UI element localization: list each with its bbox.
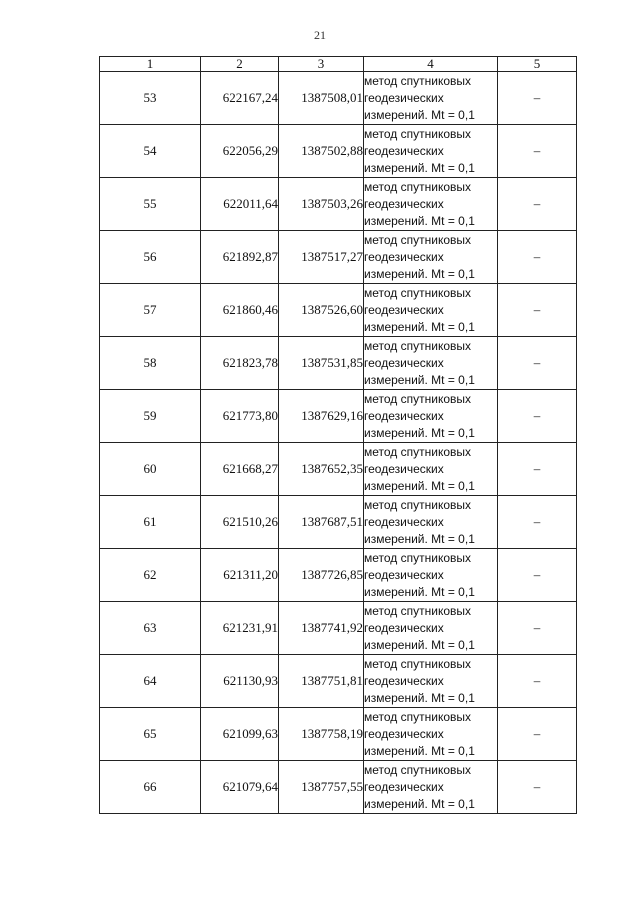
method-cell [364, 602, 498, 655]
note-cell: – [498, 125, 577, 178]
point-number: 64 [100, 655, 201, 708]
point-number: 63 [100, 602, 201, 655]
method-line: метод спутниковых [364, 603, 472, 618]
method-line: измерений. Mt = 0,1 [364, 743, 475, 758]
method-line: геодезических [364, 249, 444, 264]
method-line: измерений. Mt = 0,1 [364, 372, 475, 387]
table-row [100, 284, 577, 337]
point-number: 56 [100, 231, 201, 284]
method-line: геодезических [364, 514, 444, 529]
table-row [100, 390, 577, 443]
method-line: геодезических [364, 673, 444, 688]
method-line: геодезических [364, 143, 444, 158]
table-row [100, 125, 577, 178]
coordinate-x: 621773,80 [201, 390, 279, 443]
coordinate-x: 621860,46 [201, 284, 279, 337]
coordinate-x: 621099,63 [201, 708, 279, 761]
note-cell: – [498, 549, 577, 602]
coordinate-x: 622011,64 [201, 178, 279, 231]
table-row [100, 602, 577, 655]
coordinate-x: 622056,29 [201, 125, 279, 178]
method-line: геодезических [364, 196, 444, 211]
method-line: измерений. Mt = 0,1 [364, 107, 475, 122]
method-line: метод спутниковых [364, 179, 472, 194]
method-cell [364, 178, 498, 231]
method-cell [364, 284, 498, 337]
table-row [100, 496, 577, 549]
method-line: измерений. Mt = 0,1 [364, 690, 475, 705]
method-line: метод спутниковых [364, 709, 472, 724]
method-line: измерений. Mt = 0,1 [364, 531, 475, 546]
method-line: метод спутниковых [364, 762, 472, 777]
note-cell: – [498, 443, 577, 496]
method-line: геодезических [364, 408, 444, 423]
coordinate-y: 1387503,26 [279, 178, 364, 231]
method-line: метод спутниковых [364, 285, 472, 300]
table-row [100, 337, 577, 390]
method-line: метод спутниковых [364, 73, 472, 88]
method-cell [364, 72, 498, 125]
column-header: 3 [279, 57, 364, 72]
method-line: измерений. Mt = 0,1 [364, 584, 475, 599]
coordinates-table [99, 56, 577, 814]
method-line: геодезических [364, 302, 444, 317]
method-cell [364, 496, 498, 549]
method-cell [364, 390, 498, 443]
coordinate-y: 1387757,55 [279, 761, 364, 814]
coordinate-y: 1387531,85 [279, 337, 364, 390]
column-header: 4 [364, 57, 498, 72]
column-header: 1 [100, 57, 201, 72]
method-line: геодезических [364, 90, 444, 105]
coordinate-x: 621231,91 [201, 602, 279, 655]
method-line: геодезических [364, 355, 444, 370]
method-cell [364, 443, 498, 496]
method-line: метод спутниковых [364, 338, 472, 353]
note-cell: – [498, 178, 577, 231]
note-cell: – [498, 761, 577, 814]
coordinate-x: 622167,24 [201, 72, 279, 125]
method-line: измерений. Mt = 0,1 [364, 213, 475, 228]
coordinate-x: 621668,27 [201, 443, 279, 496]
note-cell: – [498, 602, 577, 655]
note-cell: – [498, 655, 577, 708]
coordinate-y: 1387652,35 [279, 443, 364, 496]
coordinate-x: 621079,64 [201, 761, 279, 814]
table-row [100, 549, 577, 602]
coordinate-y: 1387758,19 [279, 708, 364, 761]
point-number: 65 [100, 708, 201, 761]
method-line: измерений. Mt = 0,1 [364, 478, 475, 493]
note-cell: – [498, 390, 577, 443]
table-body [100, 72, 577, 814]
table-row [100, 443, 577, 496]
note-cell: – [498, 284, 577, 337]
point-number: 61 [100, 496, 201, 549]
method-line: метод спутниковых [364, 550, 472, 565]
method-cell [364, 125, 498, 178]
table-row [100, 655, 577, 708]
method-line: измерений. Mt = 0,1 [364, 796, 475, 811]
column-header: 5 [498, 57, 577, 72]
point-number: 58 [100, 337, 201, 390]
point-number: 54 [100, 125, 201, 178]
coordinate-x: 621510,26 [201, 496, 279, 549]
method-line: измерений. Mt = 0,1 [364, 319, 475, 334]
coordinate-y: 1387687,51 [279, 496, 364, 549]
method-line: геодезических [364, 567, 444, 582]
method-cell [364, 708, 498, 761]
note-cell: – [498, 231, 577, 284]
table-row [100, 231, 577, 284]
point-number: 59 [100, 390, 201, 443]
coordinate-y: 1387526,60 [279, 284, 364, 337]
point-number: 60 [100, 443, 201, 496]
table-header-row [100, 57, 577, 72]
method-cell [364, 549, 498, 602]
point-number: 53 [100, 72, 201, 125]
coordinate-y: 1387508,01 [279, 72, 364, 125]
method-line: измерений. Mt = 0,1 [364, 160, 475, 175]
method-line: измерений. Mt = 0,1 [364, 266, 475, 281]
method-cell [364, 231, 498, 284]
table-row [100, 761, 577, 814]
table-row [100, 72, 577, 125]
coordinate-y: 1387502,88 [279, 125, 364, 178]
coordinate-x: 621823,78 [201, 337, 279, 390]
method-line: метод спутниковых [364, 232, 472, 247]
note-cell: – [498, 337, 577, 390]
column-header: 2 [201, 57, 279, 72]
coordinate-y: 1387741,92 [279, 602, 364, 655]
note-cell: – [498, 72, 577, 125]
method-cell [364, 655, 498, 708]
method-line: метод спутниковых [364, 391, 472, 406]
point-number: 66 [100, 761, 201, 814]
coordinate-x: 621130,93 [201, 655, 279, 708]
note-cell: – [498, 708, 577, 761]
method-line: геодезических [364, 461, 444, 476]
coordinate-x: 621311,20 [201, 549, 279, 602]
coordinate-x: 621892,87 [201, 231, 279, 284]
method-line: измерений. Mt = 0,1 [364, 637, 475, 652]
point-number: 55 [100, 178, 201, 231]
method-line: метод спутниковых [364, 444, 472, 459]
table-row [100, 708, 577, 761]
note-cell: – [498, 496, 577, 549]
method-line: геодезических [364, 620, 444, 635]
point-number: 57 [100, 284, 201, 337]
method-line: геодезических [364, 726, 444, 741]
method-line: метод спутниковых [364, 126, 472, 141]
point-number: 62 [100, 549, 201, 602]
method-line: геодезических [364, 779, 444, 794]
method-cell [364, 761, 498, 814]
coordinate-y: 1387726,85 [279, 549, 364, 602]
page-number: 21 [314, 28, 326, 42]
method-line: метод спутниковых [364, 497, 472, 512]
method-cell [364, 337, 498, 390]
method-line: метод спутниковых [364, 656, 472, 671]
coordinate-y: 1387517,27 [279, 231, 364, 284]
table-row [100, 178, 577, 231]
coordinate-y: 1387629,16 [279, 390, 364, 443]
coordinate-y: 1387751,81 [279, 655, 364, 708]
method-line: измерений. Mt = 0,1 [364, 425, 475, 440]
